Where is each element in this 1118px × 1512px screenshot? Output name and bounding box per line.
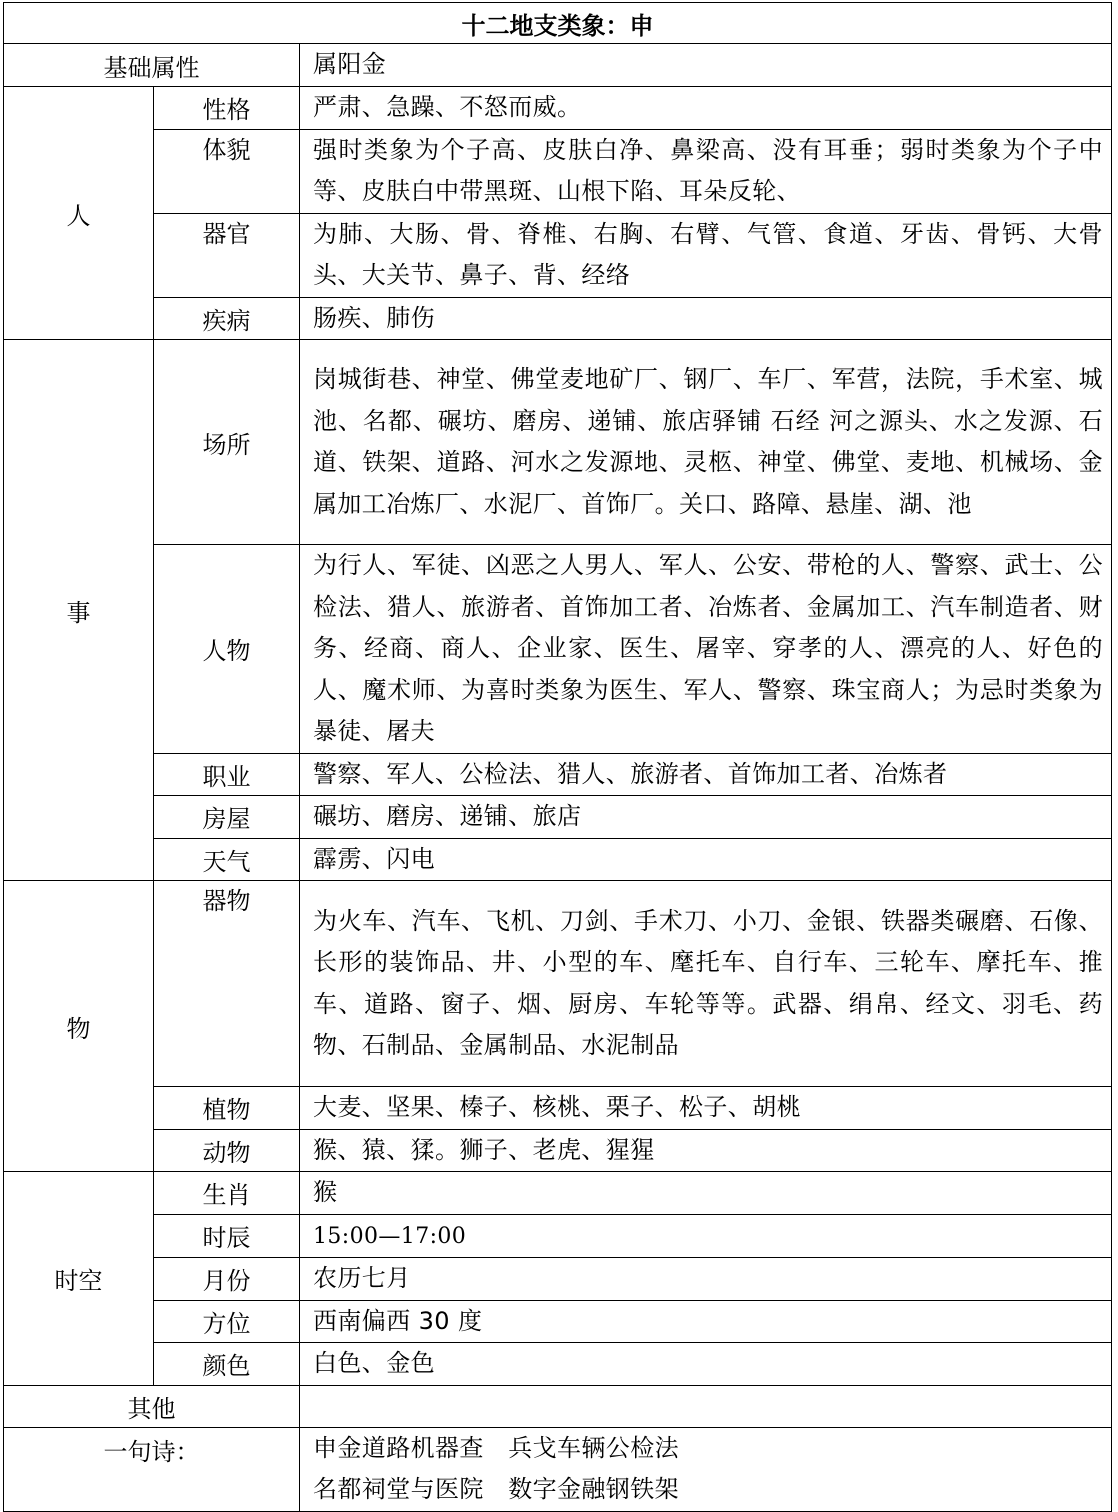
table-row [4,1087,1112,1130]
row-value: 为火车、汽车、飞机、刀剑、手术刀、小刀、金银、铁器类碾磨、石像、长形的装饰品、井、小型的车、麾托车、自行车、三轮车、摩托车、推车、道路、窗子、烟、厨房、车轮等等。武器、绢帛、经文、羽毛、药物、石制品、金属制品、水泥制品 [300,881,1112,1087]
row-label: 疾病 [154,297,300,340]
table-row [4,1172,1112,1215]
table-row [4,545,1112,754]
row-value: 警察、军人、公检法、猎人、旅游者、首饰加工者、冶炼者 [300,753,1112,796]
poem-row [4,1427,1112,1511]
basic-label: 基础属性 [4,44,300,87]
row-value: 强时类象为个子高、皮肤白净、鼻梁高、没有耳垂；弱时类象为个子中等、皮肤白中带黑斑、山根下陷、耳朵反轮、 [300,129,1112,213]
row-label: 方位 [154,1300,300,1343]
row-label: 人物 [154,545,300,754]
poem-value [300,1427,1112,1511]
poem-line-1: 申金道路机器查 兵戈车辆公检法 [313,1433,679,1462]
category-affair: 事 [4,340,154,881]
row-label: 颜色 [154,1343,300,1386]
table-row [4,87,1112,130]
table-row [4,881,1112,1087]
row-value: 西南偏西 30 度 [300,1300,1112,1343]
poem-line-2: 名都祠堂与医院 数字金融钢铁架 [313,1475,679,1503]
table-row [4,1129,1112,1172]
table-row [4,796,1112,839]
table-row [4,1343,1112,1386]
row-label: 器物 [154,881,300,1087]
row-value: 为肺、大肠、骨、脊椎、右胸、右臂、气管、食道、牙齿、骨钙、大骨头、大关节、鼻子、背、经络 [300,213,1112,297]
row-value: 白色、金色 [300,1343,1112,1386]
row-value: 岗城街巷、神堂、佛堂麦地矿厂、钢厂、车厂、军营，法院，手术室、城池、名都、碾坊、磨房、递铺、旅店驿铺 石经 河之源头、水之发源、石道、铁架、道路、河水之发源地、灵柩、神堂、佛堂、麦地、机械场、金属加工冶炼厂、水泥厂、首饰厂。关口、路障、悬崖、湖、池 [300,340,1112,545]
table-row [4,1300,1112,1343]
table-row [4,1214,1112,1258]
row-label: 生肖 [154,1172,300,1215]
other-value [300,1385,1112,1427]
document-page [3,2,1112,1512]
table-row [4,340,1112,545]
row-label: 天气 [154,838,300,881]
table-row [4,753,1112,796]
row-value [300,1214,1112,1258]
row-value: 大麦、坚果、榛子、核桃、栗子、松子、胡桃 [300,1087,1112,1130]
row-label: 动物 [154,1129,300,1172]
other-row [4,1385,1112,1427]
other-label: 其他 [4,1385,300,1427]
table-row [4,1258,1112,1301]
table-row [4,129,1112,213]
row-value: 为行人、军徒、凶恶之人男人、军人、公安、带枪的人、警察、武士、公检法、猎人、旅游者、首饰加工者、冶炼者、金属加工、汽车制造者、财务、经商、商人、企业家、医生、屠宰、穿孝的人、漂亮的人、好色的人、魔术师、为喜时类象为医生、军人、警察、珠宝商人；为忌时类象为暴徒、屠夫 [300,545,1112,754]
row-label: 场所 [154,340,300,545]
row-value: 农历七月 [300,1258,1112,1301]
time-range: 15:00—17:00 [313,1223,467,1249]
table-row [4,838,1112,881]
row-label: 性格 [154,87,300,130]
row-label: 职业 [154,753,300,796]
row-label: 房屋 [154,796,300,839]
basic-value: 属阳金 [300,44,1112,87]
row-value: 肠疾、肺伤 [300,297,1112,340]
poem-label: 一句诗： [4,1427,300,1511]
table-row [4,213,1112,297]
category-spacetime: 时空 [4,1172,154,1386]
row-label: 器官 [154,213,300,297]
branch-symbol-table [3,2,1112,1512]
title-row [4,3,1112,44]
row-label: 时辰 [154,1214,300,1258]
row-value: 猴、猿、猱。狮子、老虎、猩猩 [300,1129,1112,1172]
row-label: 月份 [154,1258,300,1301]
row-label: 体貌 [154,129,300,213]
category-object: 物 [4,881,154,1172]
row-value: 霹雳、闪电 [300,838,1112,881]
basic-row [4,44,1112,87]
row-value: 猴 [300,1172,1112,1215]
category-person: 人 [4,87,154,340]
table-row [4,297,1112,340]
table-title: 十二地支类象：申 [4,3,1112,44]
row-value: 严肃、急躁、不怒而威。 [300,87,1112,130]
row-label: 植物 [154,1087,300,1130]
row-value: 碾坊、磨房、递铺、旅店 [300,796,1112,839]
